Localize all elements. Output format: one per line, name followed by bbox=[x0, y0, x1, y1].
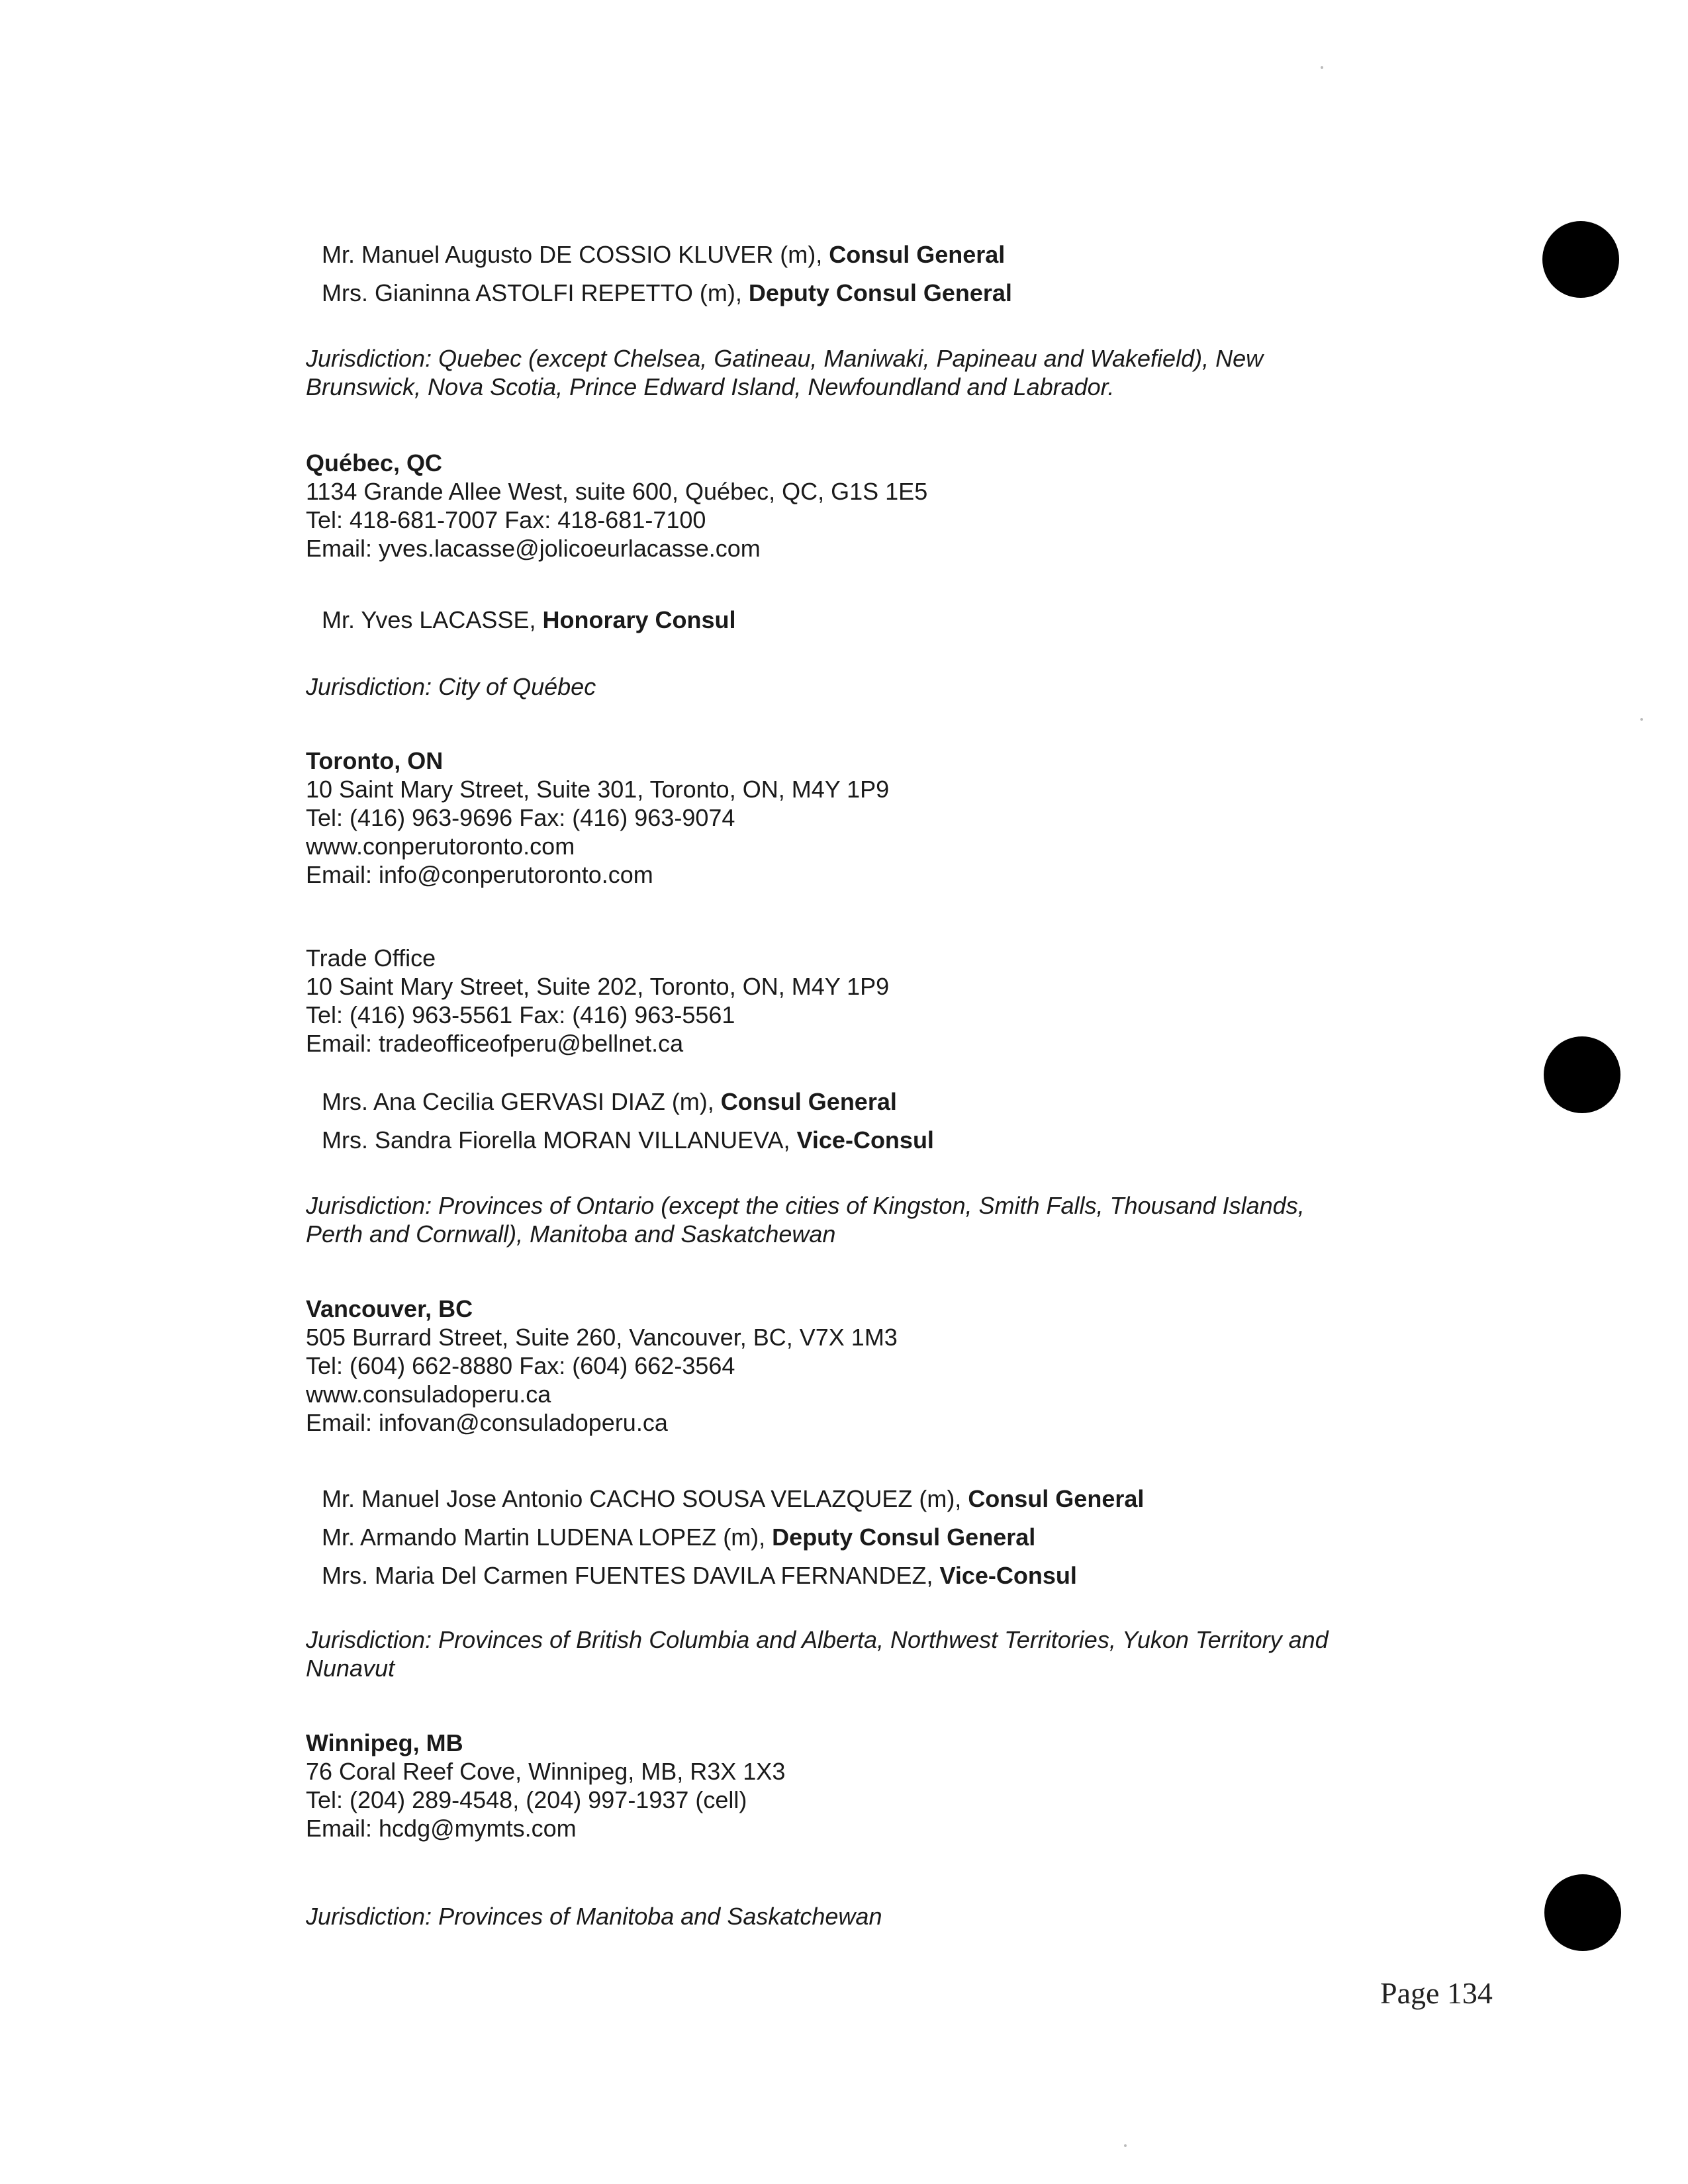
email: Email: info@conperutoronto.com bbox=[306, 861, 653, 888]
address: 76 Coral Reef Cove, Winnipeg, MB, R3X 1X3 bbox=[306, 1758, 786, 1785]
address: 10 Saint Mary Street, Suite 202, Toronto, ON, M4Y 1P9 bbox=[306, 973, 890, 1000]
website: www.consuladoperu.ca bbox=[306, 1381, 551, 1408]
top-officials bbox=[306, 236, 1431, 312]
address: 1134 Grande Allee West, suite 600, Québec, QC, G1S 1E5 bbox=[306, 478, 928, 505]
vancouver-officials bbox=[306, 1480, 1431, 1595]
vancouver-jurisdiction: Jurisdiction: Provinces of British Columbia and Alberta, Northwest Territories, Yukon Territory and Nunavut bbox=[306, 1626, 1329, 1682]
tel-fax: Tel: (604) 662-8880 Fax: (604) 662-3564 bbox=[306, 1352, 735, 1379]
toronto-officials bbox=[306, 1083, 1431, 1160]
toronto-block bbox=[306, 747, 1431, 889]
official-row: Mr. Yves LACASSE, Honorary Consul bbox=[322, 606, 736, 633]
punch-hole-top bbox=[1542, 221, 1619, 298]
trade-office-label: Trade Office bbox=[306, 944, 436, 972]
official-row: Mrs. Maria Del Carmen FUENTES DAVILA FERNANDEZ, Vice-Consul bbox=[322, 1562, 1077, 1589]
city-heading: Toronto, ON bbox=[306, 747, 444, 774]
scan-speck bbox=[1321, 66, 1323, 69]
scan-speck bbox=[1640, 718, 1643, 721]
toronto-jurisdiction: Jurisdiction: Provinces of Ontario (except the cities of Kingston, Smith Falls, Thousand Islands, Perth and Cornwall), Manitoba and Saskatchewan bbox=[306, 1192, 1305, 1248]
scan-speck bbox=[1124, 2144, 1127, 2147]
email: Email: infovan@consuladoperu.ca bbox=[306, 1409, 668, 1436]
email: Email: hcdg@mymts.com bbox=[306, 1815, 577, 1842]
tel-fax: Tel: (416) 963-9696 Fax: (416) 963-9074 bbox=[306, 804, 735, 831]
quebec-officials bbox=[306, 601, 1431, 639]
toronto-trade-office bbox=[306, 944, 1431, 1058]
address: 10 Saint Mary Street, Suite 301, Toronto, ON, M4Y 1P9 bbox=[306, 776, 890, 803]
official-row: Mr. Manuel Augusto DE COSSIO KLUVER (m), Consul General bbox=[322, 241, 1006, 268]
address: 505 Burrard Street, Suite 260, Vancouver, BC, V7X 1M3 bbox=[306, 1324, 898, 1351]
city-heading: Winnipeg, MB bbox=[306, 1729, 463, 1756]
vancouver-block bbox=[306, 1295, 1431, 1437]
winnipeg-jurisdiction: Jurisdiction: Provinces of Manitoba and Saskatchewan bbox=[306, 1903, 882, 1930]
quebec-jurisdiction: Jurisdiction: City of Québec bbox=[306, 673, 596, 700]
official-row: Mrs. Gianinna ASTOLFI REPETTO (m), Deputy Consul General bbox=[322, 279, 1012, 306]
punch-hole-middle bbox=[1544, 1036, 1620, 1113]
tel: Tel: (204) 289-4548, (204) 997-1937 (cell) bbox=[306, 1786, 747, 1813]
tel-fax: Tel: (416) 963-5561 Fax: (416) 963-5561 bbox=[306, 1001, 735, 1028]
tel-fax: Tel: 418-681-7007 Fax: 418-681-7100 bbox=[306, 506, 706, 533]
email: Email: tradeofficeofperu@bellnet.ca bbox=[306, 1030, 684, 1057]
quebec-block bbox=[306, 449, 1431, 563]
winnipeg-block bbox=[306, 1729, 1431, 1843]
email: Email: yves.lacasse@jolicoeurlacasse.com bbox=[306, 535, 761, 562]
top-jurisdiction: Jurisdiction: Quebec (except Chelsea, Gatineau, Maniwaki, Papineau and Wakefield), New Brunswick, Nova Scotia, Prince Edward Island, Newfoundland and Labrador. bbox=[306, 345, 1264, 400]
page-number: Page 134 bbox=[1380, 1976, 1493, 2010]
official-row: Mrs. Sandra Fiorella MORAN VILLANUEVA, Vice-Consul bbox=[322, 1126, 934, 1154]
city-heading: Vancouver, BC bbox=[306, 1295, 473, 1322]
website: www.conperutoronto.com bbox=[306, 833, 575, 860]
punch-hole-bottom bbox=[1544, 1874, 1621, 1951]
official-row: Mr. Armando Martin LUDENA LOPEZ (m), Deputy Consul General bbox=[322, 1524, 1036, 1551]
city-heading: Québec, QC bbox=[306, 449, 443, 477]
official-row: Mrs. Ana Cecilia GERVASI DIAZ (m), Consul General bbox=[322, 1088, 897, 1115]
official-row: Mr. Manuel Jose Antonio CACHO SOUSA VELAZQUEZ (m), Consul General bbox=[322, 1485, 1145, 1512]
